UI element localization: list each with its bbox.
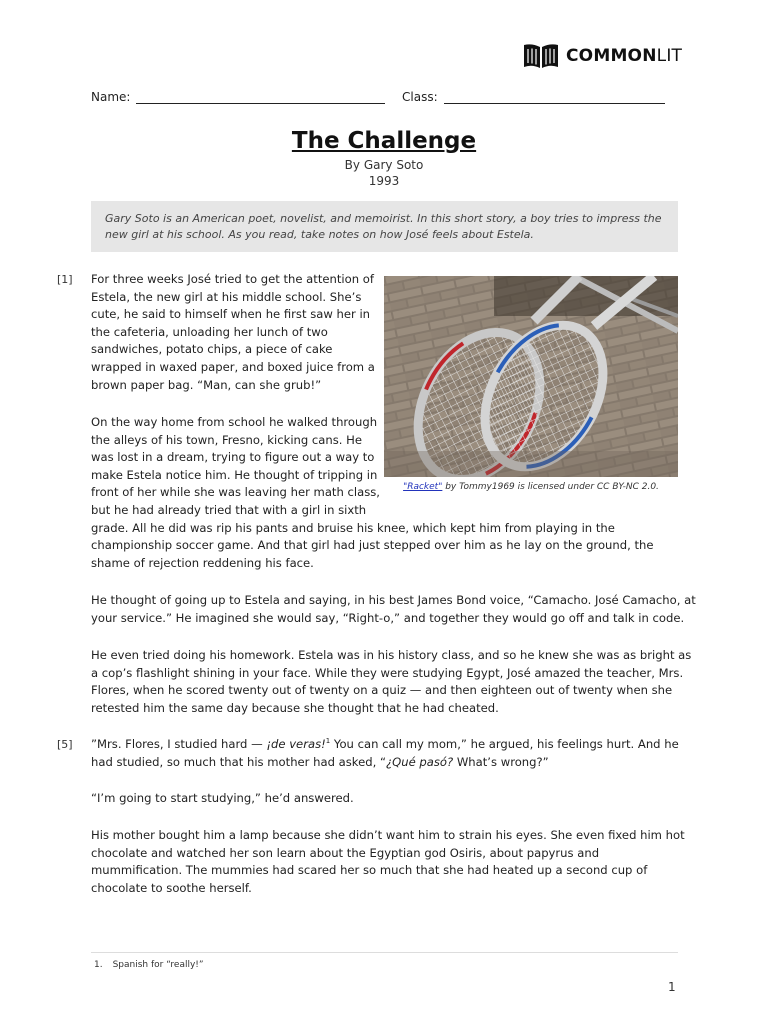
text-line: brown paper bag. “Man, can she grub!”: [91, 377, 322, 392]
text-line: chocolate and watched her son learn about the Egyptian god Osiris, about papyrus and: [91, 845, 600, 860]
caption-link[interactable]: "Racket": [403, 482, 443, 492]
byline: [0, 157, 768, 189]
text-line: your service.” He imagined she would say, “Right-o,” and together they would go off and talk in code.: [91, 610, 685, 625]
name-field: [91, 90, 385, 104]
story-title: The Challenge: [291, 128, 477, 154]
open-book-icon: [522, 42, 560, 70]
footnote-divider: [91, 952, 678, 953]
text-line: grade. All he did was rip his pants and bruise his knee, which kept him from playing in the: [91, 520, 615, 535]
paragraph-5: [91, 736, 679, 771]
class-field: [402, 90, 665, 104]
paragraph-7: [91, 827, 685, 897]
class-label: Class:: [402, 90, 438, 104]
text-line: For three weeks José tried to get the attention of: [91, 272, 374, 286]
page-number: 1: [668, 980, 676, 994]
paragraph-4: [91, 647, 691, 717]
tennis-rackets-photo: [384, 276, 678, 477]
footnote-text: Spanish for “really!”: [112, 960, 204, 970]
name-label: Name:: [91, 90, 131, 104]
paragraph-6: “I’m going to start studying,” he’d answered.: [91, 791, 354, 805]
text-line: On the way home from school he walked through: [91, 415, 378, 429]
paragraph-number-1: [1]: [57, 273, 73, 286]
text-line: Estela, the new girl at his middle school. She’s: [91, 289, 362, 304]
text-line: the cafeteria, unloading her lunch of two: [91, 324, 328, 339]
paragraph-3: [91, 592, 696, 627]
footnote-ref[interactable]: 1: [325, 737, 331, 746]
text-line: retested him the same day because she thought that he had cheated.: [91, 700, 499, 715]
text-line: front of her while she was leaving her math class,: [91, 485, 380, 500]
text-line: but he had already tried that with a girl in sixth: [91, 502, 367, 517]
text-line: wrapped in waxed paper, and boxed juice from a: [91, 359, 375, 374]
text-line: a cop’s flashlight shining in your face. While they were studying Egypt, José amazed the teacher, Mrs.: [91, 665, 684, 680]
class-input-line[interactable]: [444, 90, 665, 104]
text-line: was lost in a dream, trying to figure out a way to: [91, 450, 375, 465]
name-input-line[interactable]: [136, 90, 385, 104]
text-line: shame of rejection reddening his face.: [91, 555, 314, 570]
year: 1993: [368, 174, 400, 188]
text-line: mummification. The mummies had scared her so much that she had heated up a second cup of: [91, 863, 648, 878]
text-line: ”Mrs. Flores, I studied hard — ¡de veras!$^1$ You can call my mom,” he argued, his feelings hurt. And he: [91, 737, 679, 751]
paragraph-number-5: [5]: [57, 738, 73, 751]
text-line: cute, he said to himself when he first saw her in: [91, 307, 371, 322]
text-line: chocolate to soothe herself.: [91, 880, 252, 895]
footnote-number: 1.: [94, 960, 103, 970]
text-line: the alleys of his town, Fresno, kicking cans. He: [91, 432, 363, 447]
logo-wordmark: COMMONLIT: [566, 46, 683, 66]
text-line: sandwiches, potato chips, a piece of cake: [91, 342, 333, 357]
text-line: Flores, when he scored twenty out of twenty on a quiz — and then eighteen out of twenty when she: [91, 683, 673, 698]
text-line: had studied, so much that his mother had asked, “¿Qué pasó? What’s wrong?”: [91, 754, 549, 769]
paragraph-1: [91, 271, 375, 394]
intro-box: Gary Soto is an American poet, novelist, and memoirist. In this short story, a boy tries to impress the new girl at his school. As you read, take notes on how José feels about Estela.: [91, 201, 678, 252]
author: By Gary Soto: [344, 158, 424, 172]
text-line: He even tried doing his homework. Estela was in his history class, and so he knew she was as bright as: [91, 648, 692, 662]
text-line: make Estela notice him. He thought of tripping in: [91, 467, 378, 482]
photo-caption: [384, 482, 678, 492]
commonlit-logo: [522, 42, 682, 70]
text-line: His mother bought him a lamp because she didn’t want him to strain his eyes. She even fixed him hot: [91, 828, 685, 842]
text-line: championship soccer game. And that girl had just stepped over him as he lay on the ground, the: [91, 538, 654, 553]
caption-text: by Tommy1969 is licensed under CC BY-NC 2.0.: [442, 482, 659, 492]
footnote: [94, 960, 204, 970]
text-line: He thought of going up to Estela and saying, in his best James Bond voice, “Camacho. José Camacho, at: [91, 593, 696, 607]
